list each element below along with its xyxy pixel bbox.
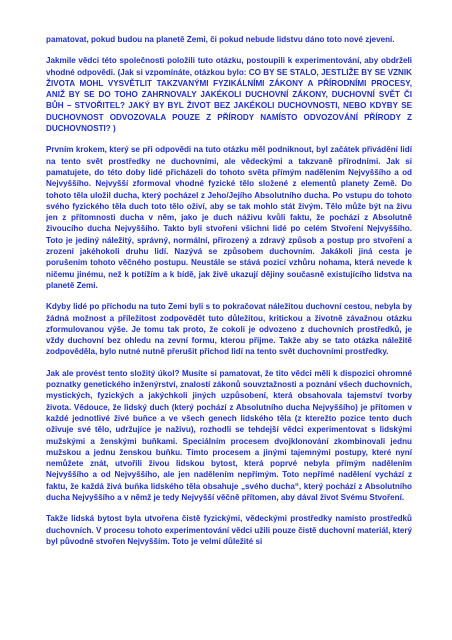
- paragraph-4: Kdyby lidé po příchodu na tuto Zemi byli s to pokračovat náležitou duchovní cestou, nebyla by žádná možnost a příležitost zodpovědět tuto důležitou, kritickou a životně závažnou otázku zformulovanou výše. Je tomu tak proto, že cokoli je odvozeno z duchovních prostředků, je vždy duchovní bez ohledu na zevní formu, kterou přijme. Takže aby se tato otázka náležitě zodpověděla, bylo nutné nutně přerušit přichod lidí na tento svět duchovními prostředky.: [46, 302, 412, 357]
- paragraph-5: Jak ale provést tento složitý úkol? Musíte si pamatovat, že tito vědci měli k dispozici ohromné poznatky genetického inženýrství, znalostí zákonů souvztažnosti a poznání všech duchovních, mystických, fyzických a jakýchkoli jiných uzpůsobení, která obsahovala tajemství tvorby života. Vědouce, že lidský duch (který pochází z Absolutního ducha Nejvyššího) je přítomen v každé jednotlivé živé buňce a ve všech genech lidského těla (z kterežto pozice tento duch oživuje své tělo, udržujíce je naživu), rozhodli se tehdejší vědci experimentovat s lidskými mužskými a ženskými buňkami. Speciálním procesem dvojklonování zkombinovali jednu mužskou a jednu ženskou buňku. Tímto procesem a jinými tajemnými postupy, které nyní nemůžete znát, utvořili živou lidskou bytost, která poprvé nebyla přímým nadělením Nejvyššího a od Nejvyššího, ale jen nadělením nepřímým. Toto nepřímé nadělení vychází z faktu, že každá živá buňka lidského těla obsahuje „svého ducha“, který pochází z Absolutního ducha Nejvyššího a v němž je tedy Nejvyšší věčně přítomen, aby dával život Svému Stvoření.: [46, 368, 412, 502]
- paragraph-3: Prvním krokem, který se při odpovědi na tuto otázku měl podniknout, byl začátek přivádění lidí na tento svět prostředky ne duchovními, ale vědeckými a takzvaně přírodními. Jak si pamatujete, do této doby lidé přicházeli do tohoto světa přímým nadělením Nejvyššího a od Nejvyššího. Nejvyšší zformoval vhodné fyzické tělo složené z elementů planety Země. Do tohoto těla uložil ducha, který pocházel z Jeho/Jejího Absolutního ducha. Po vstupu do tohoto svého fyzického těla duch toto tělo oživí, aby se tak mohlo stát živým. Tělo může být na živu jen z přítomnosti ducha v něm, jako je duch náživu kvůli faktu, že pochází z Absolutně živoucího ducha Nejvyššího. Takto byli stvořeni všichni lidé po celém Stvoření Nejvyššího. Toto je jediný náležitý, správný, normální, přirozený a zdravý způsob a postup pro stvoření a zrození jakéhokoli druhu lidí. Nazývá se způsobem duchovním. Jakákoli jiná cesta je porušením tohoto věčného postupu. Neustále se stává pozicí vzhůru nohama, která nevede k ničemu jinému, než k potížím a k bídě, jak živě ukazují dějiny současně existujícího lidstva na planetě Zemi.: [46, 145, 412, 290]
- paragraph-2: Jakmile vědci této společnosti položili tuto otázku, postoupili k experimentování, aby obdrželi vhodné odpovědi. (Jak si vzpomínáte, otázkou bylo: CO BY SE STALO, JESTLIŽE BY SE VZNIK ŽIVOTA MOHL VYSVĚTLIT TAKZVANÝMI FYZIKÁLNÍMI ZÁKONY A PŘÍRODNÍMI PROCESY, ANIŽ BY SE DO TOHO ZAHRNOVALY JAKÉKOLI DUCHOVNÍ ZÁKONY, DUCHOVNÍ SVĚT ČI BŮH – STVOŘITEL? JAKÝ BY BYL ŽIVOT BEZ JAKÉKOLI DUCHOVNOSTI, NEBO KDYBY SE DUCHOVNOST ODVOZOVALA POUZE Z PŘÍRODY NAMÍSTO ODVOZOVÁNÍ PŘÍRODY Z DUCHOVNOSTI? ): [46, 56, 412, 134]
- paragraph-6: Takže lidská bytost byla utvořena čistě fyzickými, vědeckými prostředky namísto prostředků duchovních. V procesu tohoto experimentování vědci užili pouze čistě duchovní materiál, který byl původně stvořen Nejvyšším. Toto je velmi důležité si: [46, 514, 412, 546]
- paragraph-1: pamatovat, pokud budou na planetě Zemi, či pokud nebude lidstvu dáno toto nové zjevení.: [46, 35, 395, 44]
